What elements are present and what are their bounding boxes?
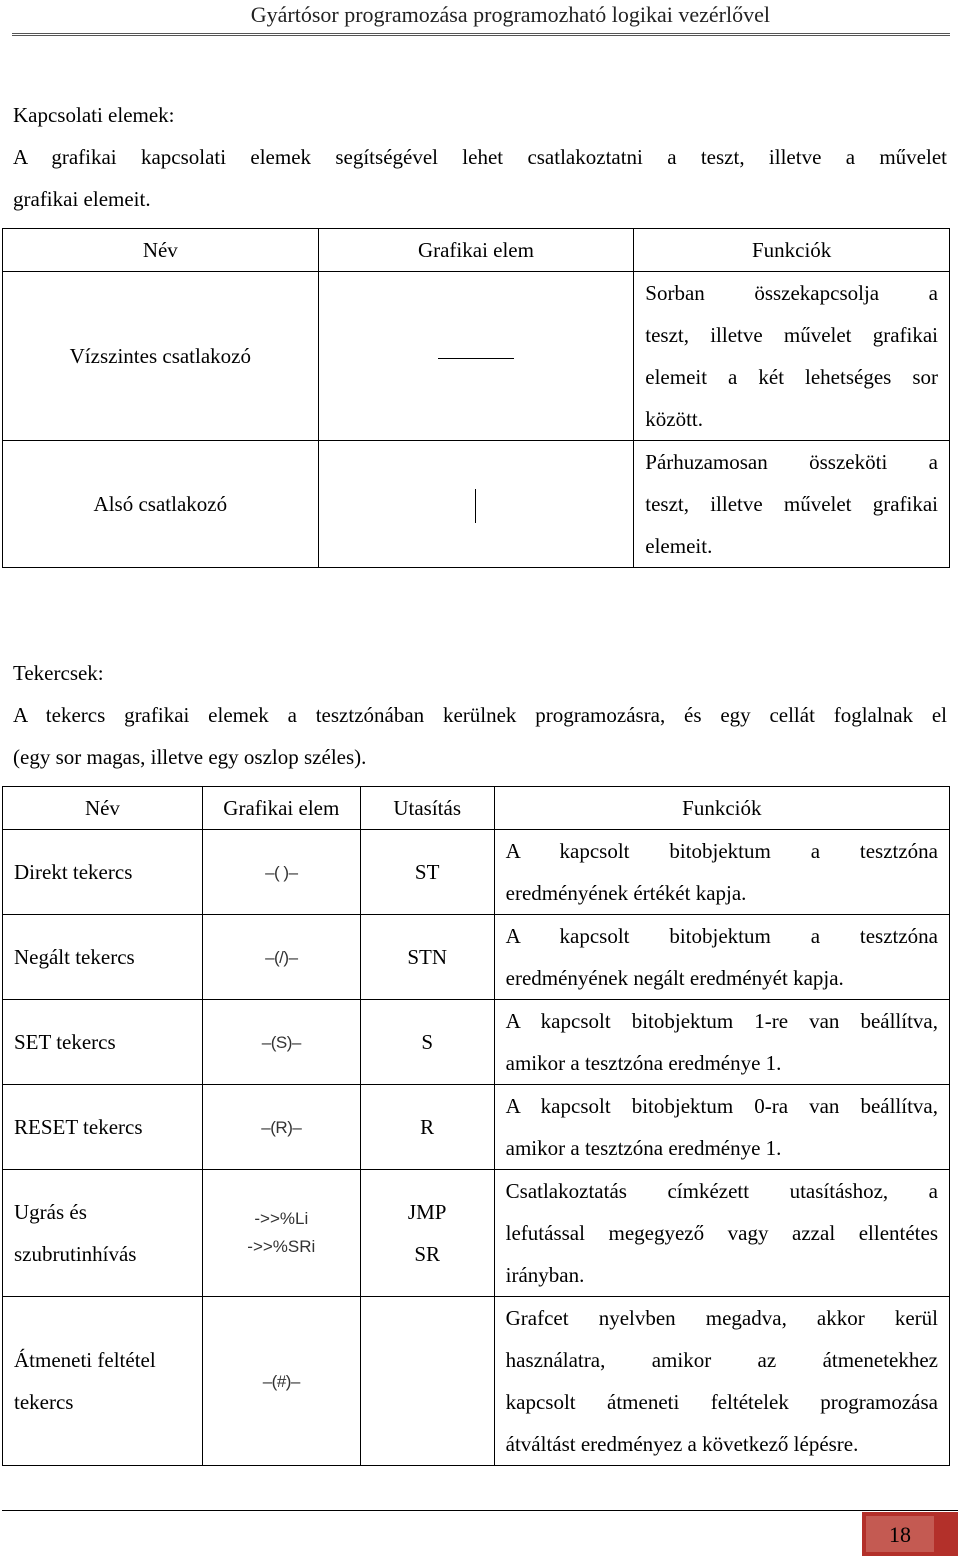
coil-instruction: S bbox=[360, 1000, 494, 1085]
function-line: irányban. bbox=[505, 1263, 585, 1287]
table-row bbox=[3, 1000, 950, 1085]
coil-instruction: STN bbox=[360, 915, 494, 1000]
table-row bbox=[3, 1170, 950, 1297]
coil-instruction bbox=[360, 1170, 494, 1297]
paragraph-line: A grafikai kapcsolati elemek segítségével lehet csatlakoztatni a teszt, illetve a művelet bbox=[13, 145, 947, 169]
column-header: Grafikai elem bbox=[202, 787, 360, 830]
function-line: teszt, illetve művelet grafikai bbox=[645, 492, 938, 516]
horizontal-connector-symbol bbox=[318, 272, 634, 441]
jump-label-icon: ->>%Li bbox=[254, 1209, 309, 1228]
horizontal-line-icon bbox=[438, 358, 514, 359]
function-description bbox=[494, 1170, 949, 1297]
function-line: használatra, amikor az átmenetekhez bbox=[505, 1348, 938, 1372]
column-header: Funkciók bbox=[634, 229, 950, 272]
paragraph-line: A tekercs grafikai elemek a tesztzónában kerülnek programozásra, és egy cellát foglalnak el bbox=[13, 703, 947, 727]
coils-table bbox=[2, 786, 950, 1466]
function-line: lefutással megegyező vagy azzal ellentétes bbox=[505, 1221, 938, 1245]
coil-name: Direkt tekercs bbox=[3, 830, 203, 915]
name-line: tekercs bbox=[14, 1390, 74, 1414]
table-row bbox=[3, 1085, 950, 1170]
function-line: Sorban összekapcsolja a bbox=[645, 281, 938, 305]
column-header: Utasítás bbox=[360, 787, 494, 830]
connection-elements-table bbox=[2, 228, 950, 568]
column-header: Név bbox=[3, 229, 319, 272]
name-line: szubrutinhívás bbox=[14, 1242, 137, 1266]
reset-coil-icon: –(R)– bbox=[261, 1118, 302, 1137]
function-description bbox=[634, 441, 950, 568]
coil-symbol bbox=[202, 830, 360, 915]
header-title: Gyártósor programozása programozható logikai vezérlővel bbox=[250, 2, 770, 27]
vertical-line-icon bbox=[475, 489, 476, 523]
section-heading: Kapcsolati elemek: bbox=[13, 103, 175, 127]
element-name: Alsó csatlakozó bbox=[3, 441, 319, 568]
table-row bbox=[3, 1297, 950, 1466]
column-header: Funkciók bbox=[494, 787, 949, 830]
paragraph-line: grafikai elemeit. bbox=[13, 187, 151, 211]
function-line: amikor a tesztzóna eredménye 1. bbox=[505, 1136, 782, 1160]
column-header: Grafikai elem bbox=[318, 229, 634, 272]
name-line: Átmeneti feltétel bbox=[14, 1348, 156, 1372]
function-line: kapcsolt átmeneti feltételek programozása bbox=[505, 1390, 938, 1414]
function-description bbox=[634, 272, 950, 441]
instruction-line: JMP bbox=[407, 1200, 447, 1224]
table-header-row bbox=[3, 229, 950, 272]
function-description bbox=[494, 1297, 949, 1466]
page-number: 18 bbox=[889, 1522, 911, 1547]
function-line: teszt, illetve művelet grafikai bbox=[645, 323, 938, 347]
function-line: elemeit. bbox=[645, 534, 713, 558]
coil-symbol bbox=[202, 915, 360, 1000]
table-row bbox=[3, 830, 950, 915]
function-line: eredményének negált eredményét kapja. bbox=[505, 966, 844, 990]
function-line: amikor a tesztzóna eredménye 1. bbox=[505, 1051, 782, 1075]
coil-symbol bbox=[202, 1000, 360, 1085]
coil-instruction bbox=[360, 1297, 494, 1466]
function-line: átváltást eredményez a következő lépésre. bbox=[505, 1432, 859, 1456]
vertical-connector-symbol bbox=[318, 441, 634, 568]
function-line: Grafcet nyelvben megadva, akkor kerül bbox=[505, 1306, 938, 1330]
direct-coil-icon: –( )– bbox=[265, 863, 298, 882]
function-description bbox=[494, 830, 949, 915]
function-line: Párhuzamosan összeköti a bbox=[645, 450, 938, 474]
transition-coil-icon: –(#)– bbox=[262, 1372, 300, 1391]
function-description bbox=[494, 915, 949, 1000]
negated-coil-icon: –(/)– bbox=[265, 948, 298, 967]
function-description bbox=[494, 1000, 949, 1085]
section-heading: Tekercsek: bbox=[13, 661, 104, 685]
table-row bbox=[3, 915, 950, 1000]
function-line: A kapcsolt bitobjektum a tesztzóna bbox=[505, 839, 938, 863]
page-number-box bbox=[862, 1512, 958, 1556]
function-line: A kapcsolt bitobjektum 1-re van beállítva, bbox=[505, 1009, 938, 1033]
function-description bbox=[494, 1085, 949, 1170]
function-line: A kapcsolt bitobjektum a tesztzóna bbox=[505, 924, 938, 948]
coil-instruction: ST bbox=[360, 830, 494, 915]
column-header: Név bbox=[3, 787, 203, 830]
function-line: között. bbox=[645, 407, 704, 431]
coil-name: Negált tekercs bbox=[3, 915, 203, 1000]
section-connections bbox=[13, 94, 947, 220]
coil-symbol bbox=[202, 1297, 360, 1466]
coil-symbol bbox=[202, 1170, 360, 1297]
coil-name bbox=[3, 1297, 203, 1466]
coil-name bbox=[3, 1170, 203, 1297]
coil-instruction: R bbox=[360, 1085, 494, 1170]
function-line: elemeit a két lehetséges sor bbox=[645, 365, 938, 389]
table-row bbox=[3, 441, 950, 568]
table-header-row bbox=[3, 787, 950, 830]
page-header bbox=[0, 0, 960, 38]
table-row bbox=[3, 272, 950, 441]
coil-name: RESET tekercs bbox=[3, 1085, 203, 1170]
instruction-line: SR bbox=[414, 1242, 441, 1266]
set-coil-icon: –(S)– bbox=[261, 1033, 301, 1052]
page-number-inner bbox=[866, 1516, 934, 1552]
section-coils bbox=[13, 652, 947, 778]
name-line: Ugrás és bbox=[14, 1200, 87, 1224]
footer-rule bbox=[2, 1510, 958, 1511]
header-rule bbox=[12, 33, 950, 36]
function-line: A kapcsolt bitobjektum 0-ra van beállítva, bbox=[505, 1094, 938, 1118]
function-line: Csatlakoztatás címkézett utasításhoz, a bbox=[505, 1179, 938, 1203]
paragraph-line: (egy sor magas, illetve egy oszlop széles). bbox=[13, 745, 367, 769]
coil-symbol bbox=[202, 1085, 360, 1170]
coil-name: SET tekercs bbox=[3, 1000, 203, 1085]
subroutine-call-icon: ->>%SRi bbox=[247, 1237, 316, 1256]
function-line: eredményének értékét kapja. bbox=[505, 881, 747, 905]
element-name: Vízszintes csatlakozó bbox=[3, 272, 319, 441]
